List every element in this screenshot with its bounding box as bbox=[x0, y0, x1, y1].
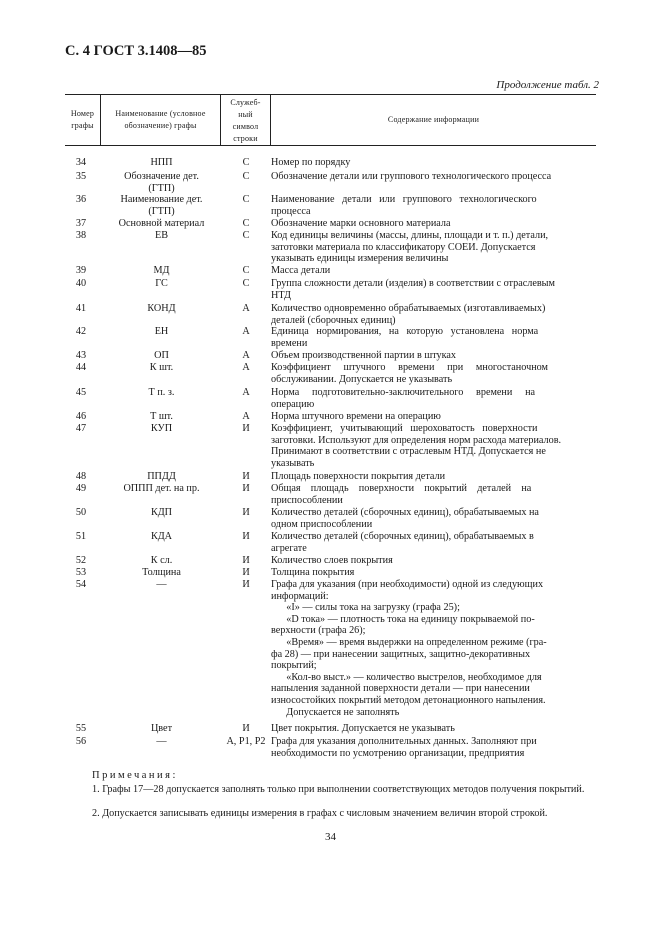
cell-name bbox=[103, 362, 220, 374]
cell-name bbox=[103, 411, 220, 423]
table-top-rule bbox=[65, 94, 596, 95]
cell-content bbox=[271, 736, 595, 759]
header-col-number: Номер графы bbox=[70, 109, 95, 130]
cell-content-line: Код единицы величины (массы, длины, площади и т. п.) детали, bbox=[271, 230, 549, 241]
cell-name bbox=[103, 157, 220, 169]
cell-name-line: ОП bbox=[154, 350, 169, 361]
cell-name bbox=[103, 218, 220, 230]
cell-name bbox=[103, 483, 220, 495]
cell-number: 54 bbox=[75, 579, 87, 590]
cell-content-line: Площадь поверхности покрытия детали bbox=[271, 471, 446, 482]
cell-content bbox=[271, 265, 595, 277]
header-col-content: Содержание информации bbox=[387, 115, 480, 124]
cell-symbol: А, Р1, Р2 bbox=[226, 736, 266, 747]
cell-name-line: Наименование дет. bbox=[120, 194, 203, 205]
cell-content-line: указывать единицы измерения величины bbox=[271, 253, 449, 265]
cell-content-line: Количество одновременно обрабатываемых (изготавливаемых) bbox=[271, 303, 546, 314]
cell-number: 44 bbox=[75, 362, 87, 373]
cell-name bbox=[103, 555, 220, 567]
cell-number: 43 bbox=[75, 350, 87, 361]
cell-content-line: верхности (графа 26); bbox=[271, 625, 366, 637]
cell-content bbox=[271, 579, 595, 718]
cell-content bbox=[271, 303, 595, 326]
cell-number: 47 bbox=[75, 423, 87, 434]
cell-content bbox=[271, 411, 595, 423]
cell-number: 49 bbox=[75, 483, 87, 494]
cell-content-line: Коэффициент штучного времени при многостаночном bbox=[271, 362, 549, 373]
cell-name bbox=[103, 303, 220, 315]
cell-content-line: Обозначение марки основного материала bbox=[271, 218, 451, 229]
cell-content bbox=[271, 423, 595, 469]
header-col-symbol: Служеб- ный символ строки bbox=[230, 98, 261, 143]
notes-title: Примечания: bbox=[92, 770, 178, 781]
cell-symbol: А bbox=[242, 362, 250, 373]
cell-content bbox=[271, 194, 595, 217]
cell-symbol: С bbox=[242, 171, 250, 182]
cell-content-line: Графа для указания (при необходимости) одной из следующих bbox=[271, 579, 544, 590]
cell-name-line: (ГТП) bbox=[148, 182, 175, 194]
cell-name bbox=[103, 265, 220, 277]
cell-name-line: МД bbox=[153, 265, 170, 276]
cell-content-line: Принимают в соответствии с отраслевым НТД. Допускается не bbox=[271, 446, 546, 458]
cell-content-line: НТД bbox=[271, 289, 291, 301]
cell-name-line: К сл. bbox=[150, 555, 173, 566]
cell-symbol: И bbox=[242, 483, 250, 494]
cell-number: 52 bbox=[75, 555, 87, 566]
cell-symbol: С bbox=[242, 157, 250, 168]
cell-name-line: Т шт. bbox=[150, 411, 173, 422]
cell-name-line: — bbox=[156, 579, 167, 590]
cell-content-line: Цвет покрытия. Допускается не указывать bbox=[271, 723, 455, 734]
cell-name-line: Цвет bbox=[150, 723, 173, 734]
cell-name-line: ППДД bbox=[147, 471, 176, 482]
table-continuation-label: Продолжение табл. 2 bbox=[496, 79, 599, 91]
header-col-name: Наименование (условное обозначение) графы bbox=[115, 109, 206, 130]
cell-content-line: Толщина покрытия bbox=[271, 567, 355, 578]
cell-name bbox=[103, 278, 220, 290]
cell-name bbox=[103, 350, 220, 362]
cell-content bbox=[271, 507, 595, 530]
cell-content-line: Группа сложности детали (изделия) в соответствии с отраслевым bbox=[271, 278, 555, 289]
cell-name bbox=[103, 171, 220, 194]
cell-content bbox=[271, 531, 595, 554]
cell-content-line: Единица нормирования, на которую установлена норма bbox=[271, 326, 539, 337]
cell-name bbox=[103, 567, 220, 579]
cell-number: 46 bbox=[75, 411, 87, 422]
cell-number: 40 bbox=[75, 278, 87, 289]
cell-content-line: Общая площадь поверхности покрытий деталей на bbox=[271, 483, 532, 494]
cell-content bbox=[271, 471, 595, 483]
cell-name bbox=[103, 723, 220, 735]
cell-name bbox=[103, 507, 220, 519]
cell-symbol: И bbox=[242, 471, 250, 482]
cell-name-line: ГС bbox=[155, 278, 168, 289]
cell-symbol: И bbox=[242, 555, 250, 566]
cell-content-line: необходимости по усмотрению организации, предприятия bbox=[271, 747, 525, 759]
cell-name-line: К шт. bbox=[149, 362, 174, 373]
cell-symbol: И bbox=[242, 567, 250, 578]
cell-content-line: Норма подготовительно-заключительного времени на bbox=[271, 387, 536, 398]
cell-content-line: Объем производственной партии в штуках bbox=[271, 350, 457, 361]
cell-number: 48 bbox=[75, 471, 87, 482]
cell-name bbox=[103, 423, 220, 435]
cell-content bbox=[271, 723, 595, 735]
document-header: С. 4 ГОСТ 3.1408—85 bbox=[65, 43, 207, 59]
cell-name-line: ОППП дет. на пр. bbox=[123, 483, 200, 494]
cell-content-line: фа 28) — при нанесении защитных, защитно-декоративных bbox=[271, 648, 531, 660]
cell-content-line: Норма штучного времени на операцию bbox=[271, 411, 441, 422]
cell-name bbox=[103, 736, 220, 748]
cell-symbol: С bbox=[242, 265, 250, 276]
cell-content bbox=[271, 350, 595, 362]
cell-symbol: С bbox=[242, 230, 250, 241]
cell-content bbox=[271, 555, 595, 567]
cell-content-line: Графа для указания дополнительных данных. Заполняют при bbox=[271, 736, 537, 747]
cell-name bbox=[103, 579, 220, 591]
cell-content bbox=[271, 218, 595, 230]
cell-content bbox=[271, 483, 595, 506]
cell-content-line: «D тока» — плотность тока на единицу покрываемой по- bbox=[271, 613, 535, 625]
cell-name-line: КОНД bbox=[147, 303, 176, 314]
cell-number: 42 bbox=[75, 326, 87, 337]
cell-name bbox=[103, 194, 220, 217]
cell-content-line: Обозначение детали или группового технологического процесса bbox=[271, 171, 552, 182]
note-item: 2. Допускается записывать единицы измерения в графах с числовым значением величин второй строкой. bbox=[92, 808, 548, 819]
cell-name bbox=[103, 471, 220, 483]
cell-name bbox=[103, 387, 220, 399]
cell-content-line: обслуживании. Допускается не указывать bbox=[271, 373, 453, 385]
cell-content-line: Допускается не заполнять bbox=[271, 706, 400, 718]
cell-symbol: И bbox=[242, 531, 250, 542]
cell-content-line: времени bbox=[271, 337, 308, 349]
cell-name-line: КДА bbox=[150, 531, 173, 542]
cell-symbol: А bbox=[242, 303, 250, 314]
cell-symbol: С bbox=[242, 218, 250, 229]
cell-name-line: Т п. з. bbox=[148, 387, 175, 398]
cell-number: 45 bbox=[75, 387, 87, 398]
cell-content bbox=[271, 171, 595, 183]
cell-content-line: заготовки. Используют для определения норм расхода материалов. bbox=[271, 434, 562, 446]
cell-content bbox=[271, 326, 595, 349]
cell-number: 35 bbox=[75, 171, 87, 182]
cell-content-line: «Кол-во выст.» — количество выстрелов, необходимое для bbox=[271, 671, 542, 683]
table-header-rule bbox=[65, 145, 596, 146]
cell-name-line: (ГТП) bbox=[148, 205, 175, 217]
cell-name-line: КДП bbox=[150, 507, 173, 518]
cell-symbol: И bbox=[242, 423, 250, 434]
cell-symbol: С bbox=[242, 278, 250, 289]
cell-symbol: А bbox=[242, 411, 250, 422]
note-item: 1. Графы 17—28 допускается заполнять только при выполнении соответствующих методов получения покрытий. bbox=[92, 784, 585, 795]
cell-symbol: С bbox=[242, 194, 250, 205]
cell-name-line: НПП bbox=[150, 157, 173, 168]
cell-symbol: А bbox=[242, 326, 250, 337]
cell-content-line: покрытий; bbox=[271, 660, 317, 672]
cell-name bbox=[103, 230, 220, 242]
cell-number: 55 bbox=[75, 723, 87, 734]
cell-content bbox=[271, 567, 595, 579]
cell-content-line: деталей (сборочных единиц) bbox=[271, 314, 396, 326]
cell-name-line: КУП bbox=[150, 423, 173, 434]
cell-content-line: Масса детали bbox=[271, 265, 331, 276]
cell-content-line: указывать bbox=[271, 457, 315, 469]
cell-name-line: Толщина bbox=[142, 567, 181, 578]
cell-content-line: износостойких покрытий методом детонационного напыления. bbox=[271, 694, 546, 706]
cell-content-line: затотовки материала по классификатору СОЕИ. Допускается bbox=[271, 241, 536, 253]
cell-number: 51 bbox=[75, 531, 87, 542]
cell-content-line: одном приспособлении bbox=[271, 518, 373, 530]
cell-content bbox=[271, 362, 595, 385]
cell-name bbox=[103, 531, 220, 543]
cell-content-line: процесса bbox=[271, 205, 311, 217]
cell-content-line: приспособлении bbox=[271, 494, 343, 506]
cell-content-line: Номер по порядку bbox=[271, 157, 351, 168]
cell-symbol: И bbox=[242, 579, 250, 590]
cell-content bbox=[271, 157, 595, 169]
cell-content-line: Коэффициент, учитывающий шероховатость поверхности bbox=[271, 423, 538, 434]
cell-name-line: ЕВ bbox=[154, 230, 169, 241]
cell-name-line: — bbox=[156, 736, 167, 747]
cell-number: 37 bbox=[75, 218, 87, 229]
cell-number: 36 bbox=[75, 194, 87, 205]
cell-content-line: «I» — силы тока на загрузку (графа 25); bbox=[271, 602, 460, 614]
cell-symbol: И bbox=[242, 507, 250, 518]
cell-number: 39 bbox=[75, 265, 87, 276]
cell-content bbox=[271, 387, 595, 410]
cell-content-line: напыления заданной поверхности детали — при нанесении bbox=[271, 683, 530, 695]
cell-number: 53 bbox=[75, 567, 87, 578]
cell-content-line: «Время» — время выдержки на определенном режиме (гра- bbox=[271, 636, 547, 648]
cell-symbol: А bbox=[242, 350, 250, 361]
cell-content bbox=[271, 278, 595, 301]
cell-content-line: Количество деталей (сборочных единиц), обрабатываемых на bbox=[271, 507, 539, 518]
cell-content-line: операцию bbox=[271, 398, 315, 410]
cell-content-line: Количество деталей (сборочных единиц), обрабатываемых в bbox=[271, 531, 534, 542]
cell-content-line: Наименование детали или группового технологического bbox=[271, 194, 537, 205]
cell-symbol: А bbox=[242, 387, 250, 398]
cell-number: 38 bbox=[75, 230, 87, 241]
cell-number: 50 bbox=[75, 507, 87, 518]
cell-number: 56 bbox=[75, 736, 87, 747]
cell-content bbox=[271, 230, 595, 265]
cell-name-line: ЕН bbox=[154, 326, 169, 337]
cell-symbol: И bbox=[242, 723, 250, 734]
cell-content-line: Количество слоев покрытия bbox=[271, 555, 393, 566]
cell-content-line: информаций: bbox=[271, 590, 329, 602]
page-number: 34 bbox=[325, 831, 336, 843]
cell-number: 41 bbox=[75, 303, 87, 314]
cell-name bbox=[103, 326, 220, 338]
cell-number: 34 bbox=[75, 157, 87, 168]
cell-content-line: агрегате bbox=[271, 542, 307, 554]
cell-name-line: Основной материал bbox=[118, 218, 205, 229]
cell-name-line: Обозначение дет. bbox=[124, 171, 199, 182]
